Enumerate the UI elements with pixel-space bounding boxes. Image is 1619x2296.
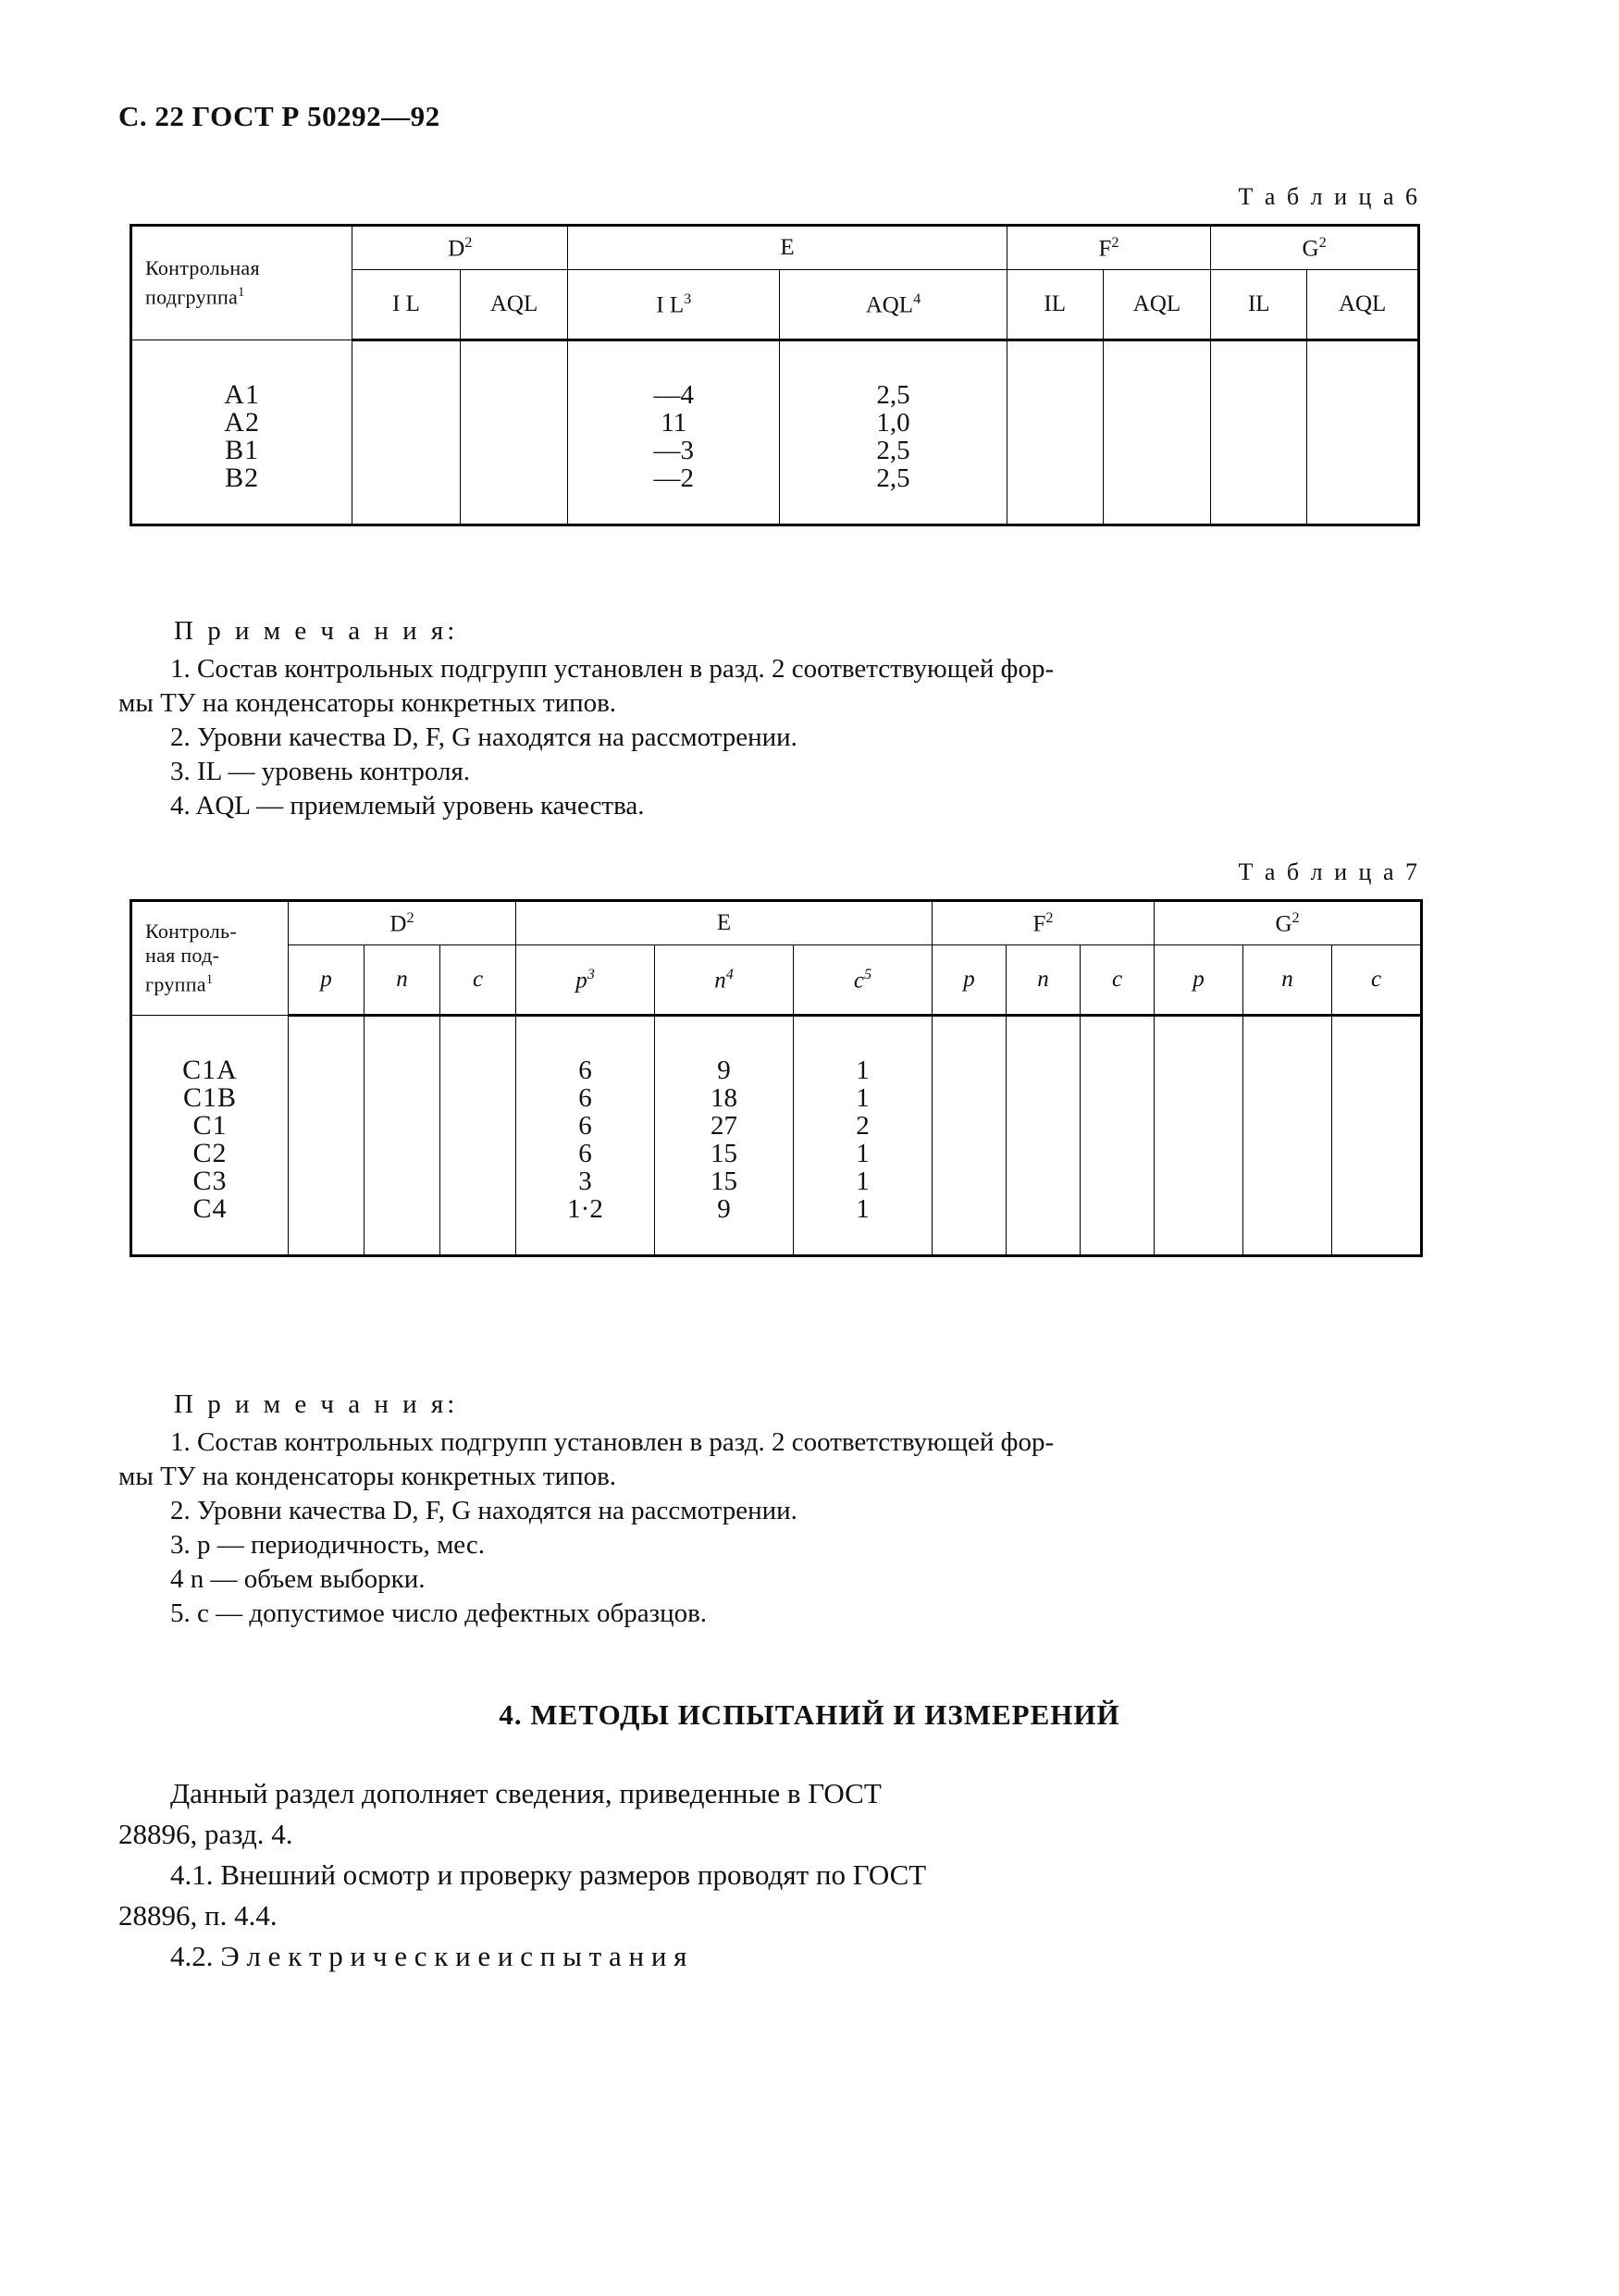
cell-e-n: 15 xyxy=(655,1140,794,1167)
cell-g-aql xyxy=(1307,381,1419,409)
cell-d-c xyxy=(440,1140,516,1167)
row-group-label: C1 xyxy=(131,1112,289,1140)
cell-f-c xyxy=(1081,1140,1155,1167)
table-7-group-d: $D^2$ xyxy=(289,901,516,945)
cell-g-il xyxy=(1211,464,1307,492)
cell-e-aql: 1,0 xyxy=(780,409,1007,437)
cell-f-n xyxy=(1007,1167,1081,1195)
cell-e-c: 2 xyxy=(794,1112,933,1140)
note-item: 4. AQL — приемлемый уровень качества. xyxy=(170,791,645,821)
table-row xyxy=(131,409,1419,437)
group-g-sup: 2 xyxy=(1318,233,1327,251)
cell-e-p: 6 xyxy=(516,1084,655,1112)
table-7-sub-f-p: p xyxy=(933,945,1007,1016)
paragraph: 4.1. Внешний осмотр и проверку размеров проводят по ГОСТ xyxy=(170,1858,927,1891)
cell-g-n xyxy=(1243,1084,1332,1112)
cell-d-c xyxy=(440,1112,516,1140)
section-heading: 4. МЕТОДЫ ИСПЫТАНИЙ И ИЗМЕРЕНИЙ xyxy=(499,1698,1120,1731)
cell-g-il xyxy=(1211,381,1307,409)
cell-d-p xyxy=(289,1084,365,1112)
table-6-caption: Т а б л и ц а 6 xyxy=(1238,183,1420,210)
table-7-group-e: E xyxy=(516,901,933,945)
table-6-sub-f-aql: AQL xyxy=(1103,270,1211,340)
cell-e-n: 18 xyxy=(655,1084,794,1112)
table-7-subheader-row xyxy=(131,945,1422,1016)
table-6-sub-g-il: IL xyxy=(1211,270,1307,340)
cell-d-p xyxy=(289,1112,365,1140)
table-7-sub-g-n: n xyxy=(1243,945,1332,1016)
cell-g-il xyxy=(1211,437,1307,464)
cell-g-p xyxy=(1155,1112,1243,1140)
table-row xyxy=(131,1167,1422,1195)
cell-d-aql xyxy=(460,464,568,492)
cell-d-il xyxy=(352,464,461,492)
paragraph: 28896, п. 4.4. xyxy=(118,1899,278,1932)
cell-e-c: 1 xyxy=(794,1167,933,1195)
cell-e-aql: 2,5 xyxy=(780,437,1007,464)
stub-line-1: Контроль- xyxy=(145,920,237,944)
cell-g-n xyxy=(1243,1140,1332,1167)
note-item: 1. Состав контрольных подгрупп установлен в разд. 2 соответствующей фор- xyxy=(170,654,1055,684)
cell-e-aql: 2,5 xyxy=(780,381,1007,409)
group-f-label: F xyxy=(1098,236,1112,262)
row-group-label: C1A xyxy=(131,1056,289,1084)
cell-d-p xyxy=(289,1167,365,1195)
cell-e-p: 6 xyxy=(516,1112,655,1140)
stub-line-3: группа xyxy=(145,972,206,996)
group-d-sup: 2 xyxy=(464,233,473,251)
cell-g-c xyxy=(1332,1112,1422,1140)
cell-f-n xyxy=(1007,1140,1081,1167)
table-6-block xyxy=(130,183,1420,526)
row-group-label: C1B xyxy=(131,1084,289,1112)
row-group-label: B2 xyxy=(131,464,352,492)
table-row xyxy=(131,1084,1422,1112)
group-e-label: E xyxy=(780,235,795,260)
cell-d-n xyxy=(365,1167,440,1195)
table-7-bottom-row xyxy=(131,1223,1422,1256)
note-item: 4 n — объем выборки. xyxy=(170,1564,426,1594)
cell-d-aql xyxy=(460,437,568,464)
row-group-label: B1 xyxy=(131,437,352,464)
paragraph: Данный раздел дополняет сведения, приведенные в ГОСТ xyxy=(170,1777,882,1809)
table-7-notes xyxy=(118,1388,1404,1631)
table-6-sub-d-aql: AQL xyxy=(460,270,568,340)
note-item: мы ТУ на конденсаторы конкретных типов. xyxy=(118,1462,617,1491)
table-6-group-f xyxy=(1007,226,1211,270)
row-group-label: C3 xyxy=(131,1167,289,1195)
page-header: С. 22 ГОСТ Р 50292—92 xyxy=(118,100,440,132)
stub-line-1: Контрольная xyxy=(145,256,260,280)
cell-e-il: —2 xyxy=(568,464,780,492)
cell-f-il xyxy=(1007,409,1103,437)
group-f-sup: 2 xyxy=(1111,233,1119,251)
cell-f-p xyxy=(933,1084,1007,1112)
table-7 xyxy=(130,899,1423,1257)
table-7-group-header-row xyxy=(131,901,1422,945)
cell-f-p xyxy=(933,1056,1007,1084)
section-body xyxy=(118,1774,1404,1978)
table-row xyxy=(131,381,1419,409)
cell-g-p xyxy=(1155,1167,1243,1195)
table-7-stub-header xyxy=(131,901,289,1016)
cell-g-n xyxy=(1243,1167,1332,1195)
cell-g-il xyxy=(1211,409,1307,437)
table-7-caption: Т а б л и ц а 7 xyxy=(1238,858,1420,885)
cell-d-aql xyxy=(460,381,568,409)
paragraph: 4.2. Э л е к т р и ч е с к и е и с п ы т а н и я xyxy=(170,1940,687,1972)
cell-g-c xyxy=(1332,1195,1422,1223)
cell-e-n: 9 xyxy=(655,1056,794,1084)
table-row xyxy=(131,464,1419,492)
cell-f-n xyxy=(1007,1195,1081,1223)
group-d-label: D xyxy=(448,236,465,262)
table-7-sub-d-n: n xyxy=(365,945,440,1016)
cell-e-n: 15 xyxy=(655,1167,794,1195)
cell-e-p: 6 xyxy=(516,1056,655,1084)
table-7-group-f: $F^2$ xyxy=(933,901,1155,945)
cell-e-il: 11 xyxy=(568,409,780,437)
stub-line-2: подгруппа xyxy=(145,285,239,309)
cell-f-c xyxy=(1081,1056,1155,1084)
cell-e-c: 1 xyxy=(794,1084,933,1112)
cell-f-p xyxy=(933,1195,1007,1223)
table-6-sub-e-aql: AQL$^4$ xyxy=(780,270,1007,340)
note-item: 5. c — допустимое число дефектных образцов. xyxy=(170,1599,708,1628)
table-6 xyxy=(130,224,1420,526)
cell-d-n xyxy=(365,1112,440,1140)
table-6-sub-f-il: IL xyxy=(1007,270,1103,340)
table-7-sub-f-n: n xyxy=(1007,945,1081,1016)
cell-d-il xyxy=(352,409,461,437)
cell-e-c: 1 xyxy=(794,1056,933,1084)
table-7-sub-g-p: p xyxy=(1155,945,1243,1016)
cell-f-aql xyxy=(1103,381,1211,409)
cell-e-n: 27 xyxy=(655,1112,794,1140)
table-7-group-g: $G^2$ xyxy=(1155,901,1422,945)
paragraph: 28896, разд. 4. xyxy=(118,1818,293,1850)
table-6-group-g xyxy=(1211,226,1419,270)
table-6-notes xyxy=(118,614,1404,823)
cell-e-n: 9 xyxy=(655,1195,794,1223)
cell-d-p xyxy=(289,1195,365,1223)
cell-f-n xyxy=(1007,1084,1081,1112)
table-6-group-e xyxy=(568,226,1007,270)
cell-f-c xyxy=(1081,1195,1155,1223)
cell-d-c xyxy=(440,1195,516,1223)
table-7-sub-e-c: $c^5$ xyxy=(794,945,933,1016)
cell-f-n xyxy=(1007,1056,1081,1084)
stub-line-2: ная под- xyxy=(145,944,220,968)
cell-f-il xyxy=(1007,381,1103,409)
cell-d-p xyxy=(289,1140,365,1167)
row-group-label: A2 xyxy=(131,409,352,437)
note-item: 2. Уровни качества D, F, G находятся на рассмотрении. xyxy=(170,722,797,752)
cell-e-aql: 2,5 xyxy=(780,464,1007,492)
cell-f-il xyxy=(1007,464,1103,492)
cell-g-n xyxy=(1243,1195,1332,1223)
cell-g-p xyxy=(1155,1056,1243,1084)
cell-g-aql xyxy=(1307,409,1419,437)
cell-e-p: 6 xyxy=(516,1140,655,1167)
stub-sup: 1 xyxy=(238,285,245,301)
table-6-group-header-row xyxy=(131,226,1419,270)
cell-f-aql xyxy=(1103,464,1211,492)
cell-f-aql xyxy=(1103,409,1211,437)
table-7-sub-g-c: c xyxy=(1332,945,1422,1016)
table-7-sub-e-n: $n^4$ xyxy=(655,945,794,1016)
cell-d-n xyxy=(365,1140,440,1167)
cell-g-p xyxy=(1155,1195,1243,1223)
cell-g-aql xyxy=(1307,464,1419,492)
note-item: 3. p — периодичность, мес. xyxy=(170,1530,486,1560)
cell-e-il: —3 xyxy=(568,437,780,464)
row-group-label: C2 xyxy=(131,1140,289,1167)
cell-f-p xyxy=(933,1167,1007,1195)
cell-g-c xyxy=(1332,1056,1422,1084)
table-7-sub-e-p: $p^3$ xyxy=(516,945,655,1016)
table-6-sub-g-aql: AQL xyxy=(1307,270,1419,340)
group-g-label: G xyxy=(1302,236,1319,262)
cell-d-n xyxy=(365,1056,440,1084)
note-item: 3. IL — уровень контроля. xyxy=(170,757,471,786)
cell-f-p xyxy=(933,1112,1007,1140)
note-item: 1. Состав контрольных подгрупп установлен в разд. 2 соответствующей фор- xyxy=(170,1427,1055,1457)
table-row xyxy=(131,437,1419,464)
cell-f-c xyxy=(1081,1084,1155,1112)
table-row xyxy=(131,1016,1422,1056)
table-6-bottom-row xyxy=(131,492,1419,525)
cell-f-p xyxy=(933,1140,1007,1167)
cell-e-p: 3 xyxy=(516,1167,655,1195)
table-row xyxy=(131,1195,1422,1223)
cell-f-aql xyxy=(1103,437,1211,464)
table-6-sub-d-il: I L xyxy=(352,270,461,340)
table-7-sub-d-c: c xyxy=(440,945,516,1016)
table-row xyxy=(131,1056,1422,1084)
table-7-sub-d-p: p xyxy=(289,945,365,1016)
note-item: мы ТУ на конденсаторы конкретных типов. xyxy=(118,688,617,718)
cell-d-n xyxy=(365,1084,440,1112)
cell-g-n xyxy=(1243,1112,1332,1140)
cell-g-p xyxy=(1155,1140,1243,1167)
table-7-block xyxy=(130,858,1420,1257)
cell-d-n xyxy=(365,1195,440,1223)
stub-sup: 1 xyxy=(205,972,214,988)
cell-e-p: 1·2 xyxy=(516,1195,655,1223)
note-item: 2. Уровни качества D, F, G находятся на рассмотрении. xyxy=(170,1496,797,1525)
cell-g-n xyxy=(1243,1056,1332,1084)
cell-d-c xyxy=(440,1167,516,1195)
cell-g-p xyxy=(1155,1084,1243,1112)
table-row xyxy=(131,1112,1422,1140)
table-row xyxy=(131,340,1419,381)
cell-g-c xyxy=(1332,1084,1422,1112)
cell-f-c xyxy=(1081,1167,1155,1195)
cell-e-il: —4 xyxy=(568,381,780,409)
cell-g-c xyxy=(1332,1140,1422,1167)
cell-e-c: 1 xyxy=(794,1140,933,1167)
cell-g-c xyxy=(1332,1167,1422,1195)
table-row xyxy=(131,1140,1422,1167)
table-6-group-d xyxy=(352,226,568,270)
row-group-label: A1 xyxy=(131,381,352,409)
cell-d-il xyxy=(352,437,461,464)
cell-d-il xyxy=(352,381,461,409)
table-6-stub-header xyxy=(131,226,352,340)
cell-d-p xyxy=(289,1056,365,1084)
table-7-sub-f-c: c xyxy=(1081,945,1155,1016)
cell-d-aql xyxy=(460,409,568,437)
cell-e-c: 1 xyxy=(794,1195,933,1223)
cell-g-aql xyxy=(1307,437,1419,464)
cell-f-n xyxy=(1007,1112,1081,1140)
row-group-label: C4 xyxy=(131,1195,289,1223)
notes-title: П р и м е ч а н и я: xyxy=(174,1389,459,1419)
table-6-sub-e-il: I $L^3$ xyxy=(568,270,780,340)
cell-f-c xyxy=(1081,1112,1155,1140)
cell-d-c xyxy=(440,1056,516,1084)
cell-d-c xyxy=(440,1084,516,1112)
notes-title: П р и м е ч а н и я: xyxy=(174,616,459,646)
cell-f-il xyxy=(1007,437,1103,464)
